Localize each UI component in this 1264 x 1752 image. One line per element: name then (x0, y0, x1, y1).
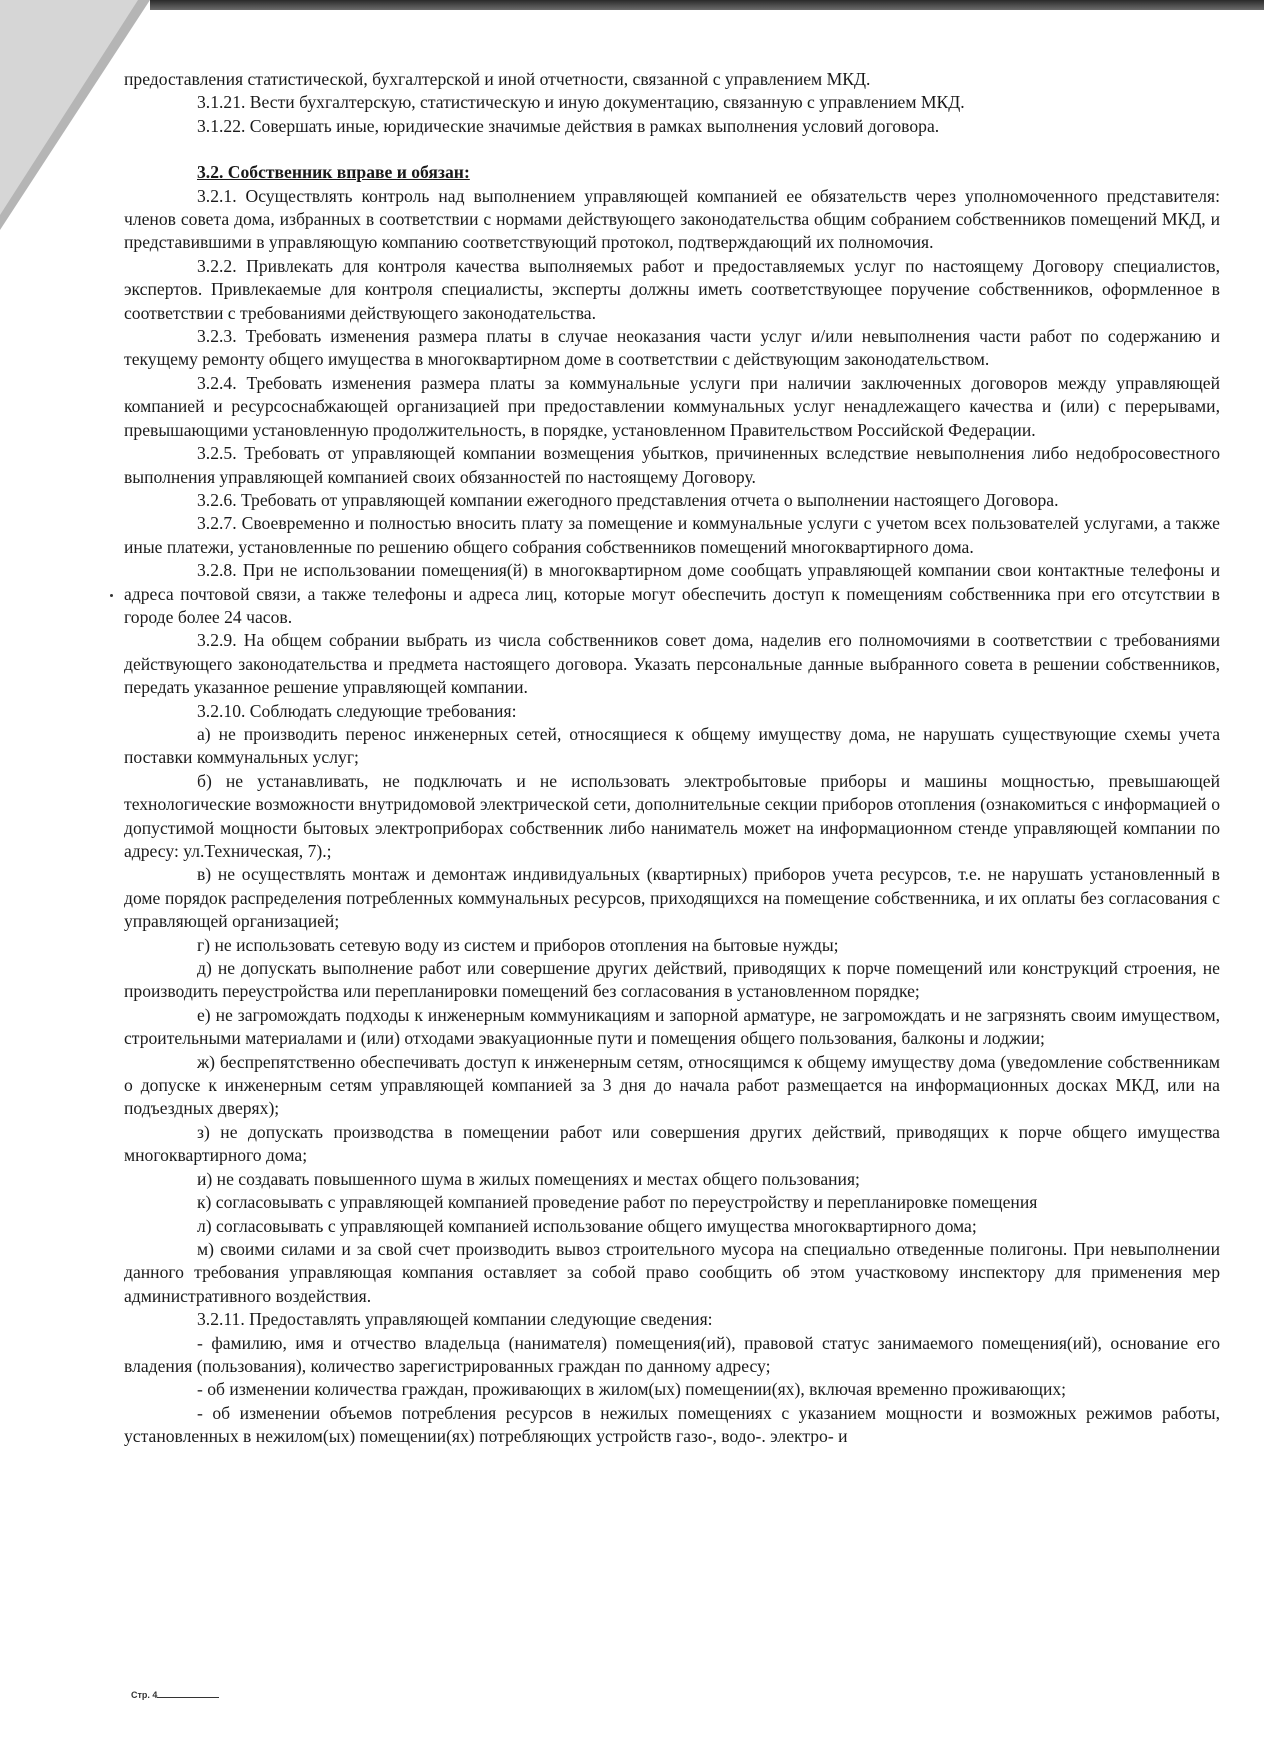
paragraph: д) не допускать выполнение работ или совершение других действий, приводящих к порче помещений или конструкций строения, не производить переустройства или перепланировки помещений без согласования в установленном порядке; (124, 958, 1220, 1002)
section-heading-text: 3.2. Собственник вправе и обязан: (197, 162, 470, 183)
paragraph: ж) беспрепятственно обеспечивать доступ к инженерным сетям, относящимся к общему имуществу дома (уведомление собственникам о допуске к инженерным сетям управляющей компанией за 3 дня до начала работ размещается на информационных досках МКД, или на подъездных дверях); (124, 1051, 1220, 1119)
paragraph: 3.2.8. При не использовании помещения(й) в многоквартирном доме сообщать управляющей компании свои контактные телефоны и адреса почтовой связи, а также телефоны и адреса лиц, которые могут обеспечить доступ к помещениям собственника при его отсутствии в городе более 24 часов. (124, 560, 1220, 627)
section-heading (124, 161, 1220, 184)
paragraph: 3.1.21. Вести бухгалтерскую, статистическую и иную документацию, связанную с управлением МКД. (197, 92, 965, 113)
paragraph: 3.2.2. Привлекать для контроля качества выполняемых работ и предоставляемых услуг по настоящему Договору специалистов, экспертов. Привлекаемые для контроля специалисты, эксперты должны иметь соответствующее поручение собственников, оформленное в соответствии с требованиями действующего законодательства. (124, 255, 1220, 323)
paragraph: л) согласовывать с управляющей компанией использование общего имущества многоквартирного дома; (197, 1215, 977, 1236)
paragraph: 3.2.5. Требовать от управляющей компании возмещения убытков, причиненных вследствие невыполнения либо недобросовестного выполнения управляющей компанией своих обязанностей по настоящему Договору. (124, 443, 1220, 487)
paragraph: 3.2.11. Предоставлять управляющей компании следующие сведения: (197, 1309, 713, 1330)
scan-top-edge (150, 0, 1264, 10)
paragraph: к) согласовывать с управляющей компанией проведение работ по переустройству и перепланировке помещения (197, 1192, 1038, 1213)
document-body (124, 68, 1220, 1449)
paragraph: 3.2.3. Требовать изменения размера платы в случае неоказания части услуг и/или невыполнения части работ по содержанию и текущему ремонту общего имущества в многоквартирном доме в соответствии с действующим законодательством. (124, 326, 1220, 370)
paragraph: г) не использовать сетевую воду из систем и приборов отопления на бытовые нужды; (197, 934, 839, 955)
paragraph: - фамилию, имя и отчество владельца (нанимателя) помещения(ий), правовой статус занимаемого помещения(ий), основание его владения (пользования), количество зарегистрированных граждан по данному адресу; (124, 1332, 1220, 1376)
paragraph: и) не создавать повышенного шума в жилых помещениях и местах общего пользования; (197, 1168, 860, 1189)
folded-corner (0, 0, 138, 215)
page-footer (131, 1690, 219, 1700)
scan-speck (110, 594, 113, 597)
paragraph: предоставления статистической, бухгалтерской и иной отчетности, связанной с управлением МКД. (124, 69, 871, 89)
paragraph: - об изменении количества граждан, проживающих в жилом(ых) помещении(ях), включая временно проживающих; (197, 1379, 1067, 1400)
page-number-line (157, 1697, 219, 1698)
paragraph: е) не загромождать подходы к инженерным коммуникациям и запорной арматуре, не загромождать и не загрязнять своим имуществом, строительными материалами и (или) отходами эвакуационные пути и помещения общего пользования, балконы и лоджии; (124, 1004, 1220, 1049)
page-number: Стр. 4 (131, 1690, 158, 1700)
paragraph: 3.1.22. Совершать иные, юридические значимые действия в рамках выполнения условий договора. (197, 115, 940, 136)
paragraph: - об изменении объемов потребления ресурсов в нежилых помещениях с указанием мощности и возможных режимов работы, установленных в нежилом(ых) помещении(ях) потребляющих устройств газо-, водо-. электро- и (124, 1402, 1220, 1447)
paragraph: а) не производить перенос инженерных сетей, относящиеся к общему имуществу дома, не нарушать существующие схемы учета поставки коммунальных услуг; (124, 723, 1220, 768)
paragraph: 3.2.1. Осуществлять контроль над выполнением управляющей компанией ее обязательств через уполномоченного представителя: членов совета дома, избранных в соответствии с нормами действующего законодательства общим собранием собственников помещений МКД, и представившими в управляющую компанию соответствующий протокол, подтверждающий их полномочия. (124, 185, 1220, 253)
paragraph: 3.2.10. Соблюдать следующие требования: (197, 700, 517, 721)
paragraph: б) не устанавливать, не подключать и не использовать электробытовые приборы и машины мощностью, превышающей технологические возможности внутридомовой электрической сети, дополнительные секции приборов отопления (ознакомиться с информацией о допустимой мощности бытовых электроприборах собственник либо наниматель может на информационном стенде управляющей компании по адресу: ул.Техническая, 7).; (124, 770, 1220, 861)
paragraph: з) не допускать производства в помещении работ или совершения других действий, приводящих к порче общего имущества многоквартирного дома; (124, 1121, 1220, 1166)
paragraph: 3.2.6. Требовать от управляющей компании ежегодного представления отчета о выполнении настоящего Договора. (197, 489, 1059, 510)
paragraph: м) своими силами и за свой счет производить вывоз строительного мусора на специально отведенные полигоны. При невыполнении данного требования управляющая компания оставляет за собой право сообщить об этом участковому инспектору для применения мер административного воздействия. (124, 1238, 1220, 1306)
paragraph: 3.2.7. Своевременно и полностью вносить плату за помещение и коммунальные услуги с учетом всех пользователей услугами, а также иные платежи, установленные по решению общего собрания собственников помещений многоквартирного дома. (124, 513, 1220, 557)
paragraph: 3.2.9. На общем собрании выбрать из числа собственников совет дома, наделив его полномочиями в соответствии с требованиями действующего законодательства и предмета настоящего договора. Указать персональные данные выбранного совета в решении собственников, передать указанное решение управляющей компании. (124, 630, 1220, 698)
paragraph: 3.2.4. Требовать изменения размера платы за коммунальные услуги при наличии заключенных договоров между управляющей компанией и ресурсоснабжающей организацией при предоставлении коммунальных услуг ненадлежащего качества и (или) с перерывами, превышающими установленную продолжительность, в порядке, установленном Правительством Российской Федерации. (124, 372, 1220, 440)
paragraph: в) не осуществлять монтаж и демонтаж индивидуальных (квартирных) приборов учета ресурсов, т.е. не нарушать установленный в доме порядок распределения потребленных коммунальных ресурсов, приходящихся на помещение собственника, и их оплаты без согласования с управляющей организацией; (124, 864, 1220, 932)
